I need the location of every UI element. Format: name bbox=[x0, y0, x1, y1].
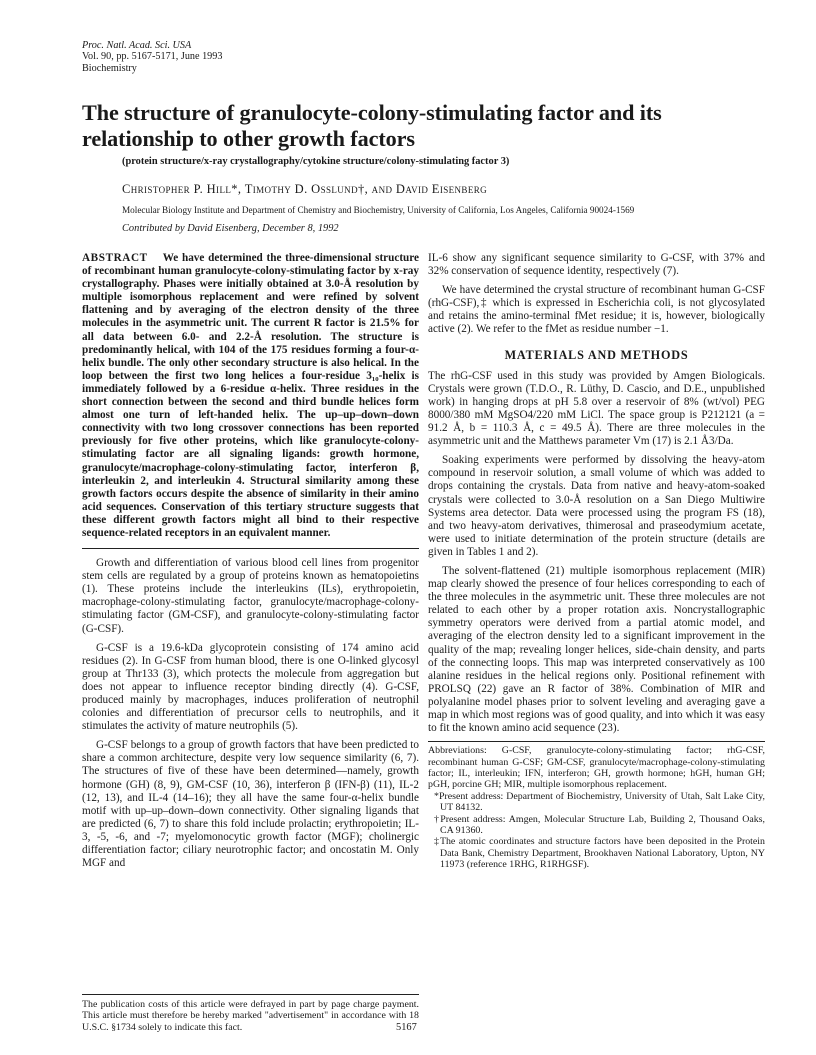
footnote-divider bbox=[82, 994, 419, 995]
body-paragraph: IL-6 show any significant sequence similarity to G-CSF, with 37% and 32% conservation of sequence identity, respectively (7). bbox=[428, 252, 765, 278]
abstract bbox=[82, 252, 419, 540]
publication-cost-note bbox=[82, 994, 419, 1033]
left-column bbox=[82, 252, 419, 876]
publication-cost-text: The publication costs of this article were defrayed in part by page charge payment. This article must therefore be hereby marked "advertisement" in accordance with 18 U.S.C. §1734 solely to indicate this fact. bbox=[82, 999, 419, 1033]
journal-name: Proc. Natl. Acad. Sci. USA bbox=[82, 40, 192, 51]
footnote-divider bbox=[428, 741, 765, 742]
footnote-double-dagger: ‡The atomic coordinates and structure factors have been deposited in the Protein Data Bank, Chemistry Department, Brookhaven National Laboratory, Upton, NY 11973 (reference 1RHG, R1RHGSF). bbox=[434, 836, 765, 871]
page-number: 5167 bbox=[396, 1022, 417, 1033]
abstract-divider bbox=[82, 548, 419, 549]
section-heading: MATERIALS AND METHODS bbox=[504, 347, 689, 362]
contributed-by: Contributed by David Eisenberg, December 8, 1992 bbox=[122, 223, 339, 234]
footnote-abbreviations: Abbreviations: G-CSF, granulocyte-colony-stimulating factor; rhG-CSF, recombinant human G-CSF; GM-CSF, granulocyte/macrophage-colony-stimulating factor; IL, interleukin; IFN, interferon; GH, growth hormone; hGH, human GH; pGH, porcine GH; MIR, multiple isomorphous replacement. bbox=[428, 745, 765, 791]
affiliation: Molecular Biology Institute and Department of Chemistry and Biochemistry, University of California, Los Angeles, California 90024-1569 bbox=[122, 205, 635, 215]
journal-header bbox=[82, 40, 222, 74]
body-paragraph: G-CSF is a 19.6-kDa glycoprotein consisting of 174 amino acid residues (2). In G-CSF from human blood, there is one O-linked glycosyl group at Thr133 (3), which protects the molecule from aggregation but does not appear to influence receptor binding directly (4). G-CSF, produced mainly by macrophages, induces proliferation of neutrophil colonies and differentiation of precursor cells to neutrophils, and it stimulates the activity of mature neutrophils (5). bbox=[82, 641, 419, 733]
body-paragraph: The solvent-flattened (21) multiple isomorphous replacement (MIR) map clearly showed the presence of four helices corresponding to each of the three molecules in the asymmetric unit. These three molecules are not related to each other by a proper rotation axis. Noncrystallographic symmetry operators were derived from a partial atomic model, and averaging of the electron density led to a significant improvement in the quality of the map; revealing longer helices, side-chain density, and parts of the connecting loops. This map was interpreted conservatively as 100 alanine residues in the helical regions only. Positional refinement with PROLSQ (22) gave an R factor of 38%. Combination of MIR and polyalanine model phases prior to solvent leveling and averaging gave a map in which most regions was of good quality, and into which it was easy to fit the known amino acid sequence (23). bbox=[428, 564, 765, 735]
journal-volume: Vol. 90, pp. 5167-5171, June 1993 bbox=[82, 51, 223, 63]
body-paragraph: We have determined the crystal structure of recombinant human G-CSF (rhG-CSF),‡ which is expressed in Escherichia coli, is not glycosylated and retains the amino-terminal fMet residue; it is, however, biologically active (2). We refer to the fMet as residue number −1. bbox=[428, 284, 765, 336]
body-paragraph: The rhG-CSF used in this study was provided by Amgen Biologicals. Crystals were grown (T.D.O., R. Lüthy, D. Cascio, and D.E., unpublished work) in hanging drops at pH 5.8 over a reservoir of 8% (wt/vol) PEG 8000/380 mM MgSO4/220 mM LiCl. The space group is P212121 (a = 91.2 Å, b = 110.3 Å, c = 49.5 Å). There are three molecules in the asymmetric unit and the Matthews parameter Vm (17) is 2.1 Å3/Da. bbox=[428, 369, 765, 448]
footnotes bbox=[428, 745, 765, 870]
body-paragraph: Soaking experiments were performed by dissolving the heavy-atom compound in reservoir solution, a small volume of which was added to drops containing the crystals. Data from native and heavy-atom-soaked crystals were collected to 3.0-Å resolution on a San Diego Multiwire Systems area detector. Data were processed using the program FS (18), and two heavy-atom derivatives, thimerosal and praseodymium acetate, were used to initiate determination of the protein structure (details are given in Tables 1 and 2). bbox=[428, 454, 765, 558]
footnote-star: *Present address: Department of Biochemistry, University of Utah, Salt Lake City, UT 84132. bbox=[434, 790, 765, 814]
paper-title: The structure of granulocyte-colony-stimulating factor and its relationship to other growth factors bbox=[82, 100, 662, 151]
footnote-dagger: †Present address: Amgen, Molecular Structure Lab, Building 2, Thousand Oaks, CA 91360. bbox=[434, 813, 765, 837]
body-paragraph: Growth and differentiation of various blood cell lines from progenitor stem cells are regulated by a group of proteins known as hematopoietins (1). These proteins include the interleukins (ILs), erythropoietin, macrophage-colony-stimulating factor, granulocyte/macrophage-colony-stimulating factor (GM-CSF), and granulocyte-colony-stimulating factor (G-CSF). bbox=[82, 557, 419, 635]
keywords: (protein structure/x-ray crystallography/cytokine structure/colony-stimulating factor 3) bbox=[122, 156, 510, 167]
abstract-heading: ABSTRACT bbox=[82, 252, 148, 264]
body-paragraph: G-CSF belongs to a group of growth factors that have been predicted to share a common architecture, despite very low sequence similarity (6, 7). The structures of five of these have been determined—namely, growth hormone (GH) (8, 9), GM-CSF (10, 36), interferon β (IFN-β) (11), IL-2 (12, 13), and IL-4 (14–16); they all have the same four-α-helix bundle motif with up–up–down–down connectivity. Other signaling ligands that are predicted (6, 7) to share this fold include prolactin; erythropoietin; IL-3, -5, -6, and -7; myelomonocytic growth factor (MGF); cholinergic differentiation factor; ciliary neurotrophic factor; and oncostatin M. Only MGF and bbox=[82, 739, 419, 870]
author-list: Christopher P. Hill*, Timothy D. Osslund†, and David Eisenberg bbox=[122, 182, 488, 196]
right-column bbox=[428, 252, 765, 871]
journal-section: Biochemistry bbox=[82, 62, 137, 74]
abstract-text: We have determined the three-dimensional structure of recombinant human granulocyte-colony-stimulating factor by x-ray crystallography. Phases were initially obtained at 3.0-Å resolution by multiple isomorphous replacement and were refined by solvent flattening and by averaging of the electron density of the three molecules in the asymmetric unit. The current R factor is 21.5% for all data between 6.0- and 2.2-Å resolution. The structure is predominantly helical, with 104 of the 175 residues forming a four-α-helix bundle. The only other secondary structure is also helical. In the loop between the first two long helices a four-residue 3₁₀-helix is immediately followed by a 6-residue α-helix. Three residues in the short connection between the second and third bundle helices form almost one turn of left-handed helix. The up–up–down–down connectivity with two long crossover connections has been reported previously for five other proteins, which like granulocyte-colony-stimulating factor are all signaling ligands: growth hormone, granulocyte/macrophage-colony-stimulating factor, interferon β, interleukin 2, and interleukin 4. Structural similarity among these growth factors occurs despite the absence of similarity in their amino acid sequences. Conservation of this tertiary structure suggests that these different growth factors might all bind to their respective sequence-related receptors in an equivalent manner. bbox=[82, 252, 419, 539]
